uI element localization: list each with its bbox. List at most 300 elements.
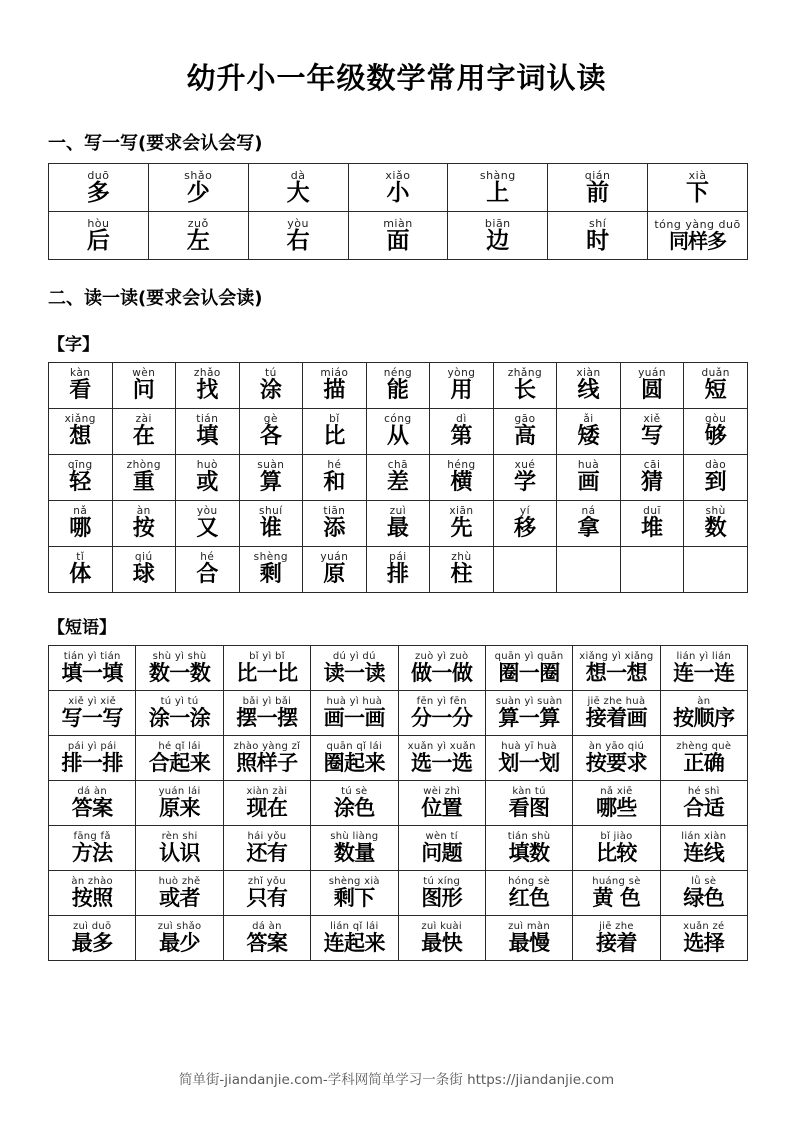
pinyin-label: héng [447, 459, 476, 472]
character-text: 时 [586, 227, 610, 254]
pinyin-label: bǎi yì bǎi [242, 695, 292, 707]
pinyin-label: gāo [514, 413, 536, 426]
character-text: 比较 [595, 840, 637, 865]
character-text: 下 [686, 179, 710, 206]
character-text: 做一做 [410, 660, 473, 685]
cell-content [224, 697, 310, 729]
character-text: 比 [323, 423, 346, 449]
phrase-cell [398, 781, 485, 826]
character-text: 够 [704, 423, 727, 449]
phrase-cell [573, 871, 660, 916]
character-text: 认识 [159, 840, 201, 865]
character-cell [176, 455, 240, 501]
phrase-cell [660, 826, 747, 871]
character-cell [557, 455, 621, 501]
pinyin-label: huò zhě [158, 875, 201, 887]
character-text: 第 [450, 423, 473, 449]
cell-content [136, 787, 222, 819]
phrase-cell [136, 691, 223, 736]
write-cell [448, 164, 548, 212]
character-text: 体 [69, 561, 92, 587]
character-text: 按照 [71, 885, 113, 910]
character-text: 黄 色 [592, 885, 641, 910]
phrase-cell [573, 646, 660, 691]
pinyin-label: yuán [638, 367, 667, 380]
character-cell [493, 501, 557, 547]
pinyin-label: dá àn [77, 785, 107, 797]
character-text: 圈一圈 [498, 660, 560, 685]
character-cell [303, 547, 367, 593]
write-cell [348, 164, 448, 212]
pinyin-label: zhèng què [676, 740, 732, 752]
character-text: 最多 [71, 930, 113, 955]
pinyin-label: qīng [67, 459, 93, 472]
phrase-cell [311, 781, 398, 826]
character-cell [112, 455, 176, 501]
cell-content [661, 877, 747, 909]
character-cell [684, 455, 748, 501]
cell-content [249, 170, 348, 205]
characters-table [48, 362, 748, 593]
character-cell [493, 409, 557, 455]
pinyin-label: lián xiàn [681, 830, 727, 842]
character-text: 涂色 [333, 795, 375, 820]
cell-content [494, 368, 557, 402]
character-text: 图形 [421, 885, 463, 910]
character-cell-empty [684, 547, 748, 593]
character-text: 学 [513, 469, 536, 495]
character-text: 堆 [641, 515, 664, 541]
cell-content [240, 460, 303, 494]
phrase-cell [311, 646, 398, 691]
character-cell [430, 409, 494, 455]
cell-content [494, 414, 557, 448]
cell-content [621, 414, 684, 448]
pinyin-label: xué [514, 459, 536, 472]
phrase-cell [485, 781, 572, 826]
table-row [49, 871, 748, 916]
character-text: 算一算 [498, 705, 560, 730]
pinyin-label: tóng yàng duō [654, 218, 741, 231]
pinyin-label: zuì [389, 505, 407, 518]
character-cell [239, 363, 303, 409]
table-row [49, 501, 748, 547]
character-text: 移 [513, 515, 536, 541]
character-text: 各 [259, 423, 282, 449]
pinyin-label: rèn shi [161, 830, 198, 842]
pinyin-label: suàn yì suàn [495, 695, 563, 707]
write-cell [148, 212, 248, 260]
cell-content [486, 787, 572, 819]
write-cell [49, 164, 149, 212]
phrase-cell [311, 826, 398, 871]
cell-content [399, 787, 485, 819]
phrase-cell [223, 691, 310, 736]
cell-content [573, 787, 659, 819]
pinyin-label: zhòng [126, 459, 161, 472]
cell-content [573, 922, 659, 954]
cell-content [430, 460, 493, 494]
write-cell [648, 164, 748, 212]
character-cell [557, 409, 621, 455]
pinyin-label: àn [697, 695, 711, 707]
phrase-cell [223, 916, 310, 961]
write-cell [348, 212, 448, 260]
character-text: 同样多 [669, 229, 727, 253]
character-text: 比一比 [236, 660, 298, 685]
pinyin-label: wèi zhì [423, 785, 461, 797]
character-text: 哪 [69, 515, 92, 541]
write-cell [648, 212, 748, 260]
cell-content [303, 414, 366, 448]
cell-content [621, 460, 684, 494]
cell-content [311, 652, 397, 684]
cell-content [367, 368, 430, 402]
cell-content [136, 922, 222, 954]
character-text: 后 [86, 227, 110, 254]
section-heading-1: 一、写一写(要求会认会写) [48, 133, 263, 154]
phrase-cell [485, 871, 572, 916]
pinyin-label: dú yì dú [332, 650, 376, 662]
character-text: 合适 [683, 795, 725, 820]
character-text: 填一填 [61, 660, 123, 685]
cell-content [176, 414, 239, 448]
cell-content [573, 652, 659, 684]
pinyin-label: lián qǐ lái [330, 920, 379, 932]
pinyin-label: àn [136, 505, 151, 518]
write-cell [248, 164, 348, 212]
cell-content [448, 170, 547, 205]
phrase-cell [398, 871, 485, 916]
pinyin-label: néng [383, 367, 413, 380]
pinyin-label: yòng [447, 367, 476, 380]
pinyin-label: pái [389, 551, 407, 564]
cell-content [49, 414, 112, 448]
pinyin-label: zhù [451, 551, 472, 564]
character-cell [176, 363, 240, 409]
cell-content [557, 460, 620, 494]
cell-content [113, 552, 176, 586]
pinyin-label: àn zhào [71, 875, 113, 887]
pinyin-label: gè [263, 413, 278, 426]
cell-content [661, 787, 747, 819]
cell-content [557, 414, 620, 448]
character-text: 从 [386, 423, 409, 449]
character-text: 剩 [259, 561, 282, 587]
pinyin-label: shèng [253, 551, 289, 564]
pinyin-label: chā [387, 459, 409, 472]
cell-content [49, 922, 135, 954]
character-text: 拿 [577, 515, 600, 541]
character-text: 先 [450, 515, 473, 541]
table-row [49, 691, 748, 736]
phrase-cell [485, 916, 572, 961]
pinyin-label: zài [135, 413, 152, 426]
character-cell [49, 501, 113, 547]
cell-content [176, 460, 239, 494]
pinyin-label: kàn [70, 367, 91, 380]
character-text: 数量 [333, 840, 375, 865]
pinyin-label: tú sè [341, 785, 368, 797]
pinyin-label: yuán lái [158, 785, 201, 797]
character-cell [176, 547, 240, 593]
pinyin-label: zuò yì zuò [414, 650, 469, 662]
cell-content [113, 368, 176, 402]
cell-content [224, 832, 310, 864]
character-text: 接着画 [585, 705, 648, 730]
character-cell [112, 409, 176, 455]
subsection-heading-phrases: 【短语】 [48, 618, 116, 638]
cell-content [486, 697, 572, 729]
cell-content [430, 552, 493, 586]
cell-content [684, 414, 747, 448]
cell-content [49, 460, 112, 494]
character-text: 排一排 [61, 750, 123, 775]
pinyin-label: duǎn [701, 367, 730, 380]
table-row [49, 826, 748, 871]
pinyin-label: qiú [134, 551, 153, 564]
character-cell [493, 455, 557, 501]
character-text: 排 [386, 561, 409, 587]
pinyin-label: xiě [643, 413, 661, 426]
pinyin-label: ná [581, 505, 596, 518]
cell-content [240, 506, 303, 540]
cell-content [621, 506, 684, 540]
character-text: 面 [386, 227, 410, 254]
cell-content [367, 506, 430, 540]
cell-content [684, 569, 747, 570]
character-cell [430, 501, 494, 547]
phrase-cell [136, 736, 223, 781]
character-cell [112, 501, 176, 547]
character-text: 连一连 [673, 660, 735, 685]
character-cell-empty [557, 547, 621, 593]
phrase-cell [223, 646, 310, 691]
cell-content [486, 652, 572, 684]
cell-content [684, 506, 747, 540]
character-cell [239, 455, 303, 501]
table-row [49, 164, 748, 212]
phrase-cell [398, 916, 485, 961]
character-text: 原 [323, 561, 346, 587]
character-text: 合 [196, 561, 219, 587]
pinyin-label: huáng sè [592, 875, 641, 887]
cell-content [49, 877, 135, 909]
cell-content [311, 787, 397, 819]
write-table [48, 163, 748, 260]
pinyin-label: zhǎng [507, 367, 543, 380]
character-text: 重 [132, 469, 155, 495]
character-text: 填数 [508, 840, 550, 865]
pinyin-label: zuì duō [72, 920, 112, 932]
pinyin-label: dào [705, 459, 727, 472]
table-row [49, 646, 748, 691]
cell-content [367, 552, 430, 586]
cell-content [224, 787, 310, 819]
cell-content [399, 832, 485, 864]
phrase-cell [223, 781, 310, 826]
phrase-cell [573, 916, 660, 961]
cell-content [136, 742, 222, 774]
pinyin-label: xiǎng yì xiǎng [579, 650, 654, 662]
cell-content [486, 742, 572, 774]
cell-content [49, 787, 135, 819]
phrases-table-body [49, 646, 748, 961]
character-cell [303, 455, 367, 501]
pinyin-label: shù liàng [330, 830, 379, 842]
character-text: 前 [586, 179, 610, 206]
phrase-cell [660, 691, 747, 736]
character-text: 写 [641, 423, 664, 449]
pinyin-label: zuǒ [187, 216, 209, 230]
cell-content [684, 368, 747, 402]
character-text: 算 [259, 469, 282, 495]
cell-content [486, 877, 572, 909]
pinyin-label: zuì kuài [421, 920, 463, 932]
pinyin-label: shuí [259, 505, 283, 518]
phrase-cell [49, 826, 136, 871]
phrase-cell [311, 736, 398, 781]
write-cell [248, 212, 348, 260]
phrase-cell [136, 826, 223, 871]
pinyin-label: zhǐ yǒu [247, 875, 286, 887]
character-cell [176, 409, 240, 455]
character-text: 添 [323, 515, 346, 541]
phrase-cell [311, 871, 398, 916]
cell-content [113, 460, 176, 494]
character-text: 矮 [577, 423, 600, 449]
cell-content [311, 832, 397, 864]
phrase-cell [398, 736, 485, 781]
character-text: 能 [386, 377, 409, 403]
character-text: 选一选 [410, 750, 473, 775]
pinyin-label: xuǎn zé [683, 920, 725, 932]
pinyin-label: bǐ yì bǐ [249, 650, 285, 662]
character-text: 只有 [246, 885, 288, 910]
pinyin-label: duō [87, 168, 110, 182]
character-text: 红色 [508, 885, 550, 910]
phrase-cell [136, 871, 223, 916]
write-cell [49, 212, 149, 260]
pinyin-label: xià [688, 168, 707, 182]
cell-content [494, 569, 557, 570]
pinyin-label: shèng xià [328, 875, 380, 887]
character-text: 数 [704, 515, 727, 541]
cell-content [648, 219, 747, 251]
character-text: 画一画 [323, 705, 386, 730]
pinyin-label: àn yāo qiú [588, 740, 645, 752]
character-text: 柱 [450, 561, 473, 587]
pinyin-label: xiǎo [385, 168, 411, 182]
character-cell-empty [493, 547, 557, 593]
phrase-cell [485, 736, 572, 781]
cell-content [661, 697, 747, 729]
write-cell [548, 212, 648, 260]
pinyin-label: quān qǐ lái [326, 740, 383, 752]
cell-content [136, 832, 222, 864]
pinyin-label: wèn [132, 367, 156, 380]
character-text: 和 [323, 469, 346, 495]
table-row [49, 781, 748, 826]
character-text: 上 [486, 179, 510, 206]
character-text: 选择 [683, 930, 725, 955]
phrase-cell [49, 781, 136, 826]
cell-content [621, 569, 684, 570]
character-text: 剩下 [333, 885, 375, 910]
cell-content [49, 742, 135, 774]
character-text: 问 [132, 377, 155, 403]
cell-content [149, 170, 248, 205]
character-cell [493, 363, 557, 409]
pinyin-label: zhào yàng zǐ [233, 740, 301, 752]
character-text: 圈起来 [323, 750, 386, 775]
character-text: 差 [386, 469, 409, 495]
character-text: 正确 [683, 750, 725, 775]
character-text: 多 [86, 179, 110, 206]
character-text: 最 [386, 515, 409, 541]
pinyin-label: yuán [320, 551, 349, 564]
character-text: 少 [186, 179, 210, 206]
character-text: 摆一摆 [236, 705, 298, 730]
pinyin-label: tǐ [76, 551, 85, 564]
cell-content [557, 569, 620, 570]
character-cell [239, 409, 303, 455]
character-text: 左 [186, 227, 210, 254]
phrase-cell [49, 916, 136, 961]
character-cell [620, 409, 684, 455]
character-text: 划一划 [498, 750, 560, 775]
cell-content [399, 922, 485, 954]
pinyin-label: tú xíng [423, 875, 461, 887]
section-heading-2: 二、读一读(要求会认会读) [48, 288, 263, 309]
footer-watermark: 简单街-jiandanjie.com-学科网简单学习一条街 https://jiandanjie.com [178, 1072, 615, 1088]
cell-content [303, 506, 366, 540]
pinyin-label: ǎi [583, 413, 594, 426]
character-text: 最快 [421, 930, 463, 955]
pinyin-label: yí [519, 505, 531, 518]
pinyin-label: xiān [449, 505, 474, 518]
character-cell [430, 363, 494, 409]
cell-content [249, 218, 348, 253]
cell-content [49, 697, 135, 729]
cell-content [49, 832, 135, 864]
cell-content [486, 922, 572, 954]
pinyin-label: shí [589, 216, 607, 230]
character-text: 找 [196, 377, 219, 403]
pinyin-label: fēn yì fēn [416, 695, 467, 707]
cell-content [311, 697, 397, 729]
phrase-cell [136, 781, 223, 826]
cell-content [349, 170, 448, 205]
pinyin-label: cóng [384, 413, 412, 426]
phrase-cell [223, 871, 310, 916]
write-cell [148, 164, 248, 212]
cell-content [311, 742, 397, 774]
character-text: 按要求 [585, 750, 648, 775]
pinyin-label: tián [196, 413, 219, 426]
character-text: 猜 [641, 469, 664, 495]
cell-content [486, 832, 572, 864]
table-row [49, 455, 748, 501]
character-text: 高 [513, 423, 536, 449]
character-text: 边 [486, 227, 510, 254]
character-text: 又 [196, 515, 219, 541]
cell-content [399, 697, 485, 729]
table-row [49, 736, 748, 781]
phrase-cell [485, 646, 572, 691]
character-cell [366, 363, 430, 409]
pinyin-label: pái yì pái [67, 740, 117, 752]
